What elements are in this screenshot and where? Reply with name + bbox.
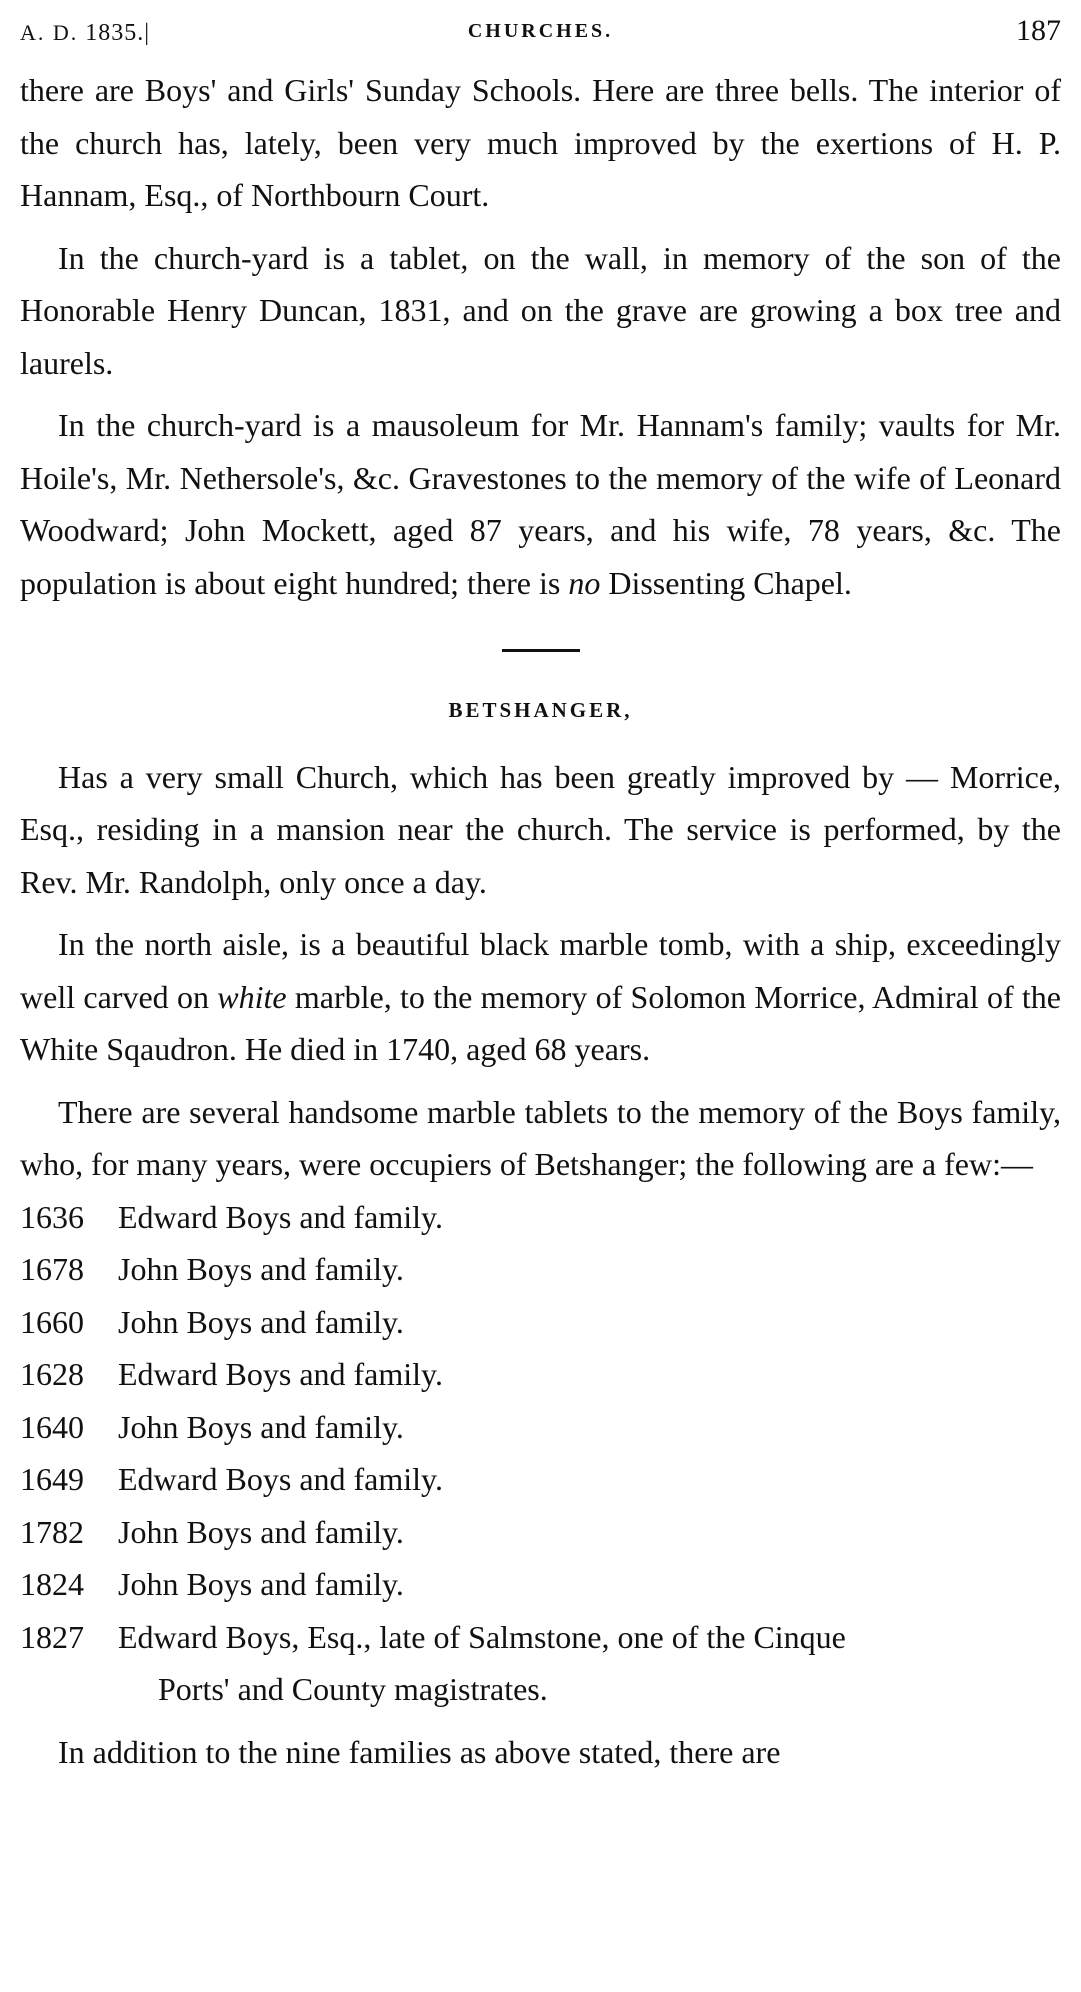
list-item-year: 1660 [20, 1303, 84, 1340]
body-text [20, 64, 1061, 1778]
list-item-text: Edward Boys, Esq., late of Salmstone, one of the Cinque [118, 1618, 846, 1655]
paragraph-2: In the church-yard is a tablet, on the wall, in memory of the son of the Honorable Henry Duncan, 1831, and on the grave are growing a box tree and laurels. [20, 239, 1061, 381]
list-item [20, 1558, 1061, 1611]
paragraph-4: Has a very small Church, which has been greatly improved by — Morrice, Esq., residing in a mansion near the church. The service is performed, by the Rev. Mr. Randolph, only once a day. [20, 758, 1061, 900]
list-item-continuation: Ports' and County magistrates. [158, 1671, 548, 1707]
anno-domini: A. D. [20, 20, 79, 45]
paragraph-5 [20, 918, 1061, 1076]
list-item-text: John Boys and family. [118, 1408, 404, 1445]
list-item [20, 1191, 1061, 1244]
running-head-year: 1835. [85, 20, 145, 46]
running-head-bar: | [144, 20, 151, 46]
list-item [20, 1348, 1061, 1401]
list-item-year: 1782 [20, 1513, 84, 1550]
list-item [20, 1296, 1061, 1349]
paragraph-3-text: In the church-yard is a mausoleum for Mr. Hannam's family; vaults for Mr. Hoile's, Mr. Nethersole's, &c. Gravestones to the memory of the wife of Leonard Woodward; John Mockett, aged 87 years, and his wife, 78 years, &c. The population is about eight hundred; there is [20, 407, 1061, 601]
list-item [20, 1453, 1061, 1506]
list-item [20, 1243, 1061, 1296]
paragraph-5-text: In the north aisle, is a beautiful black marble tomb, with a ship, exceedingly well carved on [20, 926, 1061, 1015]
list-item-year: 1678 [20, 1251, 84, 1287]
list-item-year: 1824 [20, 1566, 84, 1602]
page-number: 187 [1016, 14, 1061, 47]
list-item-text: John Boys and family. [118, 1251, 404, 1287]
list-item-text: Edward Boys and family. [118, 1198, 443, 1235]
tablet-list [20, 1191, 1061, 1716]
list-item-text: Edward Boys and family. [118, 1461, 443, 1497]
paragraph-5-end: marble, to the memory of Solomon Morrice, Admiral of the White Sqaudron. He died in 1740, aged 68 years. [20, 978, 1062, 1067]
list-item-text: John Boys and family. [118, 1303, 404, 1340]
list-item-year: 1649 [20, 1461, 84, 1497]
paragraph-1: there are Boys' and Girls' Sunday Schools. Here are three bells. The interior of the church has, lately, been very much improved by the exertions of H. P. Hannam, Esq., of Northbourn Court. [20, 72, 1061, 213]
list-item-text: John Boys and family. [118, 1566, 404, 1602]
list-item-text: John Boys and family. [118, 1513, 404, 1550]
running-head-title: CHURCHES. [467, 20, 614, 42]
list-item [20, 1506, 1061, 1559]
list-item-year: 1640 [20, 1408, 84, 1445]
list-item [20, 1401, 1061, 1454]
emphasis-no: no [568, 564, 601, 601]
paragraph-3-end: Dissenting Chapel. [600, 564, 852, 601]
list-item-year: 1827 [20, 1618, 84, 1655]
list-item [20, 1611, 1061, 1664]
paragraph-3 [20, 399, 1061, 609]
list-item-year: 1628 [20, 1356, 84, 1392]
list-item-year: 1636 [20, 1198, 84, 1235]
section-heading: BETSHANGER, [448, 698, 633, 722]
paragraph-7: In addition to the nine families as above stated, there are [58, 1733, 781, 1770]
emphasis-white: white [217, 978, 287, 1015]
section-divider [502, 649, 580, 652]
paragraph-6: There are several handsome marble tablets to the memory of the Boys family, who, for many years, were occupiers of Betshanger; the following are a few:— [20, 1093, 1061, 1182]
running-head [20, 14, 1061, 54]
list-item-text: Edward Boys and family. [118, 1356, 443, 1392]
